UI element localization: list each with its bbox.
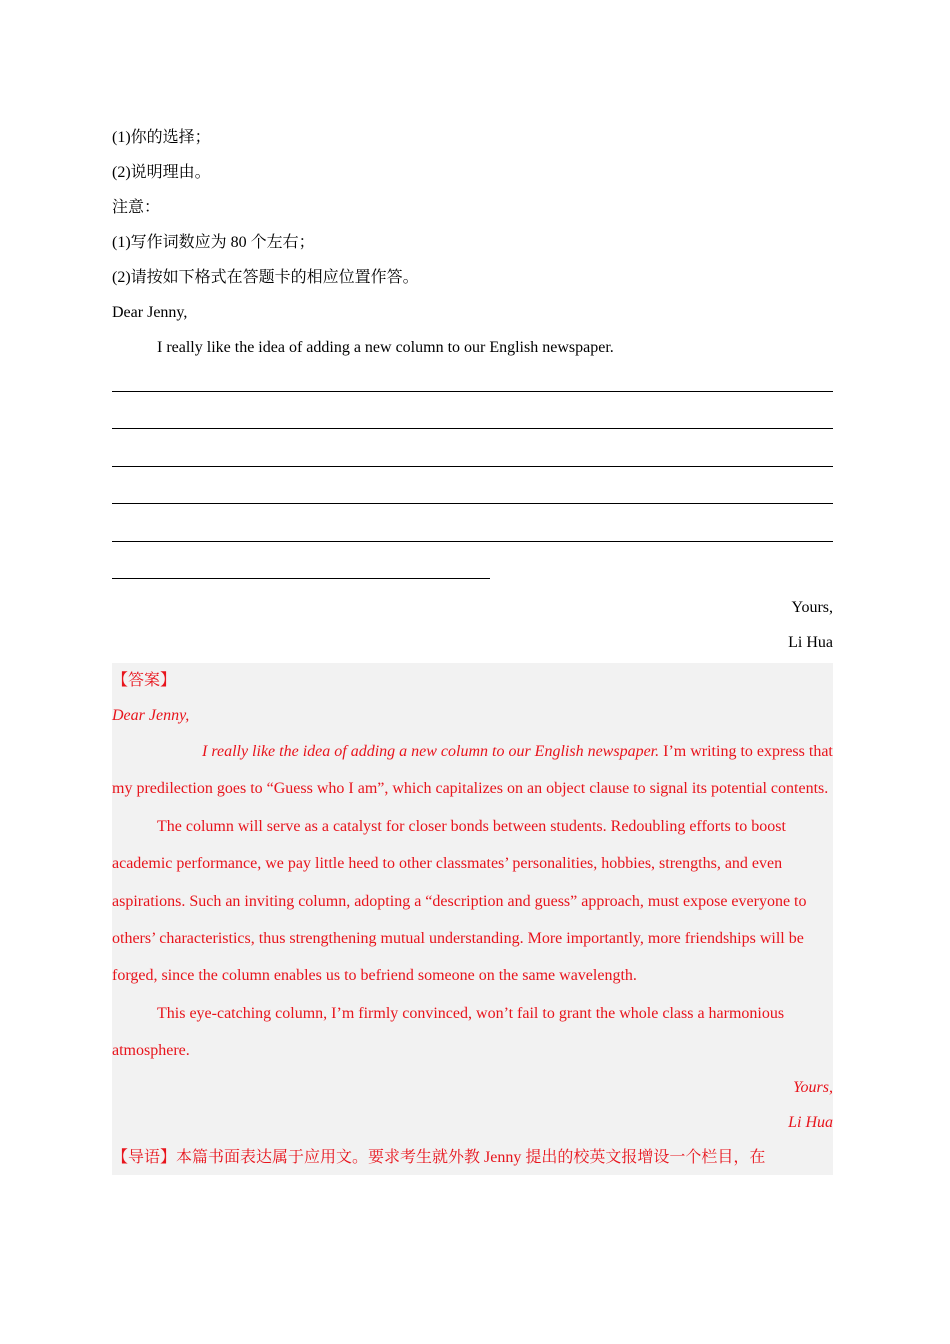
writing-line-1[interactable]	[112, 365, 833, 403]
document-page	[112, 120, 833, 1175]
answer-paragraph-2-text: The column will serve as a catalyst for closer bonds between students. Redoubling efforts to boost academic performance, we pay little heed to other classmates’ personalities, hobbies, strengths, and even aspirations. Such an inviting column, adopting a “description and guess” approach, must expose everyone to others’ characteristics, thus strengthening mutual understanding. More importantly, more friendships will be forged, since the column enables us to befriend someone on the same wavelength.	[112, 817, 807, 985]
answer-signature: Li Hua	[788, 1113, 833, 1131]
answer-label: 【答案】	[112, 672, 177, 689]
template-signature: Li Hua	[788, 634, 833, 651]
note-label: 注意：	[112, 199, 161, 216]
writing-line-3[interactable]	[112, 440, 833, 478]
answer-opening-sentence: I really like the idea of adding a new column to our English newspaper.	[202, 743, 660, 760]
guide-text: 本篇书面表达属于应用文。要求考生就外教 Jenny 提出的校英文报增设一个栏目，在	[176, 1148, 766, 1166]
answer-section	[112, 663, 833, 1175]
template-greeting: Dear Jenny,	[112, 304, 188, 321]
instruction-item-1: (1)你的选择；	[112, 129, 211, 146]
note-item-1: (1)写作词数应为 80 个左右；	[112, 234, 315, 251]
answer-greeting: Dear Jenny,	[112, 707, 190, 724]
writing-line-2[interactable]	[112, 403, 833, 441]
template-closing: Yours,	[791, 599, 833, 616]
guide-label: 【导语】	[112, 1148, 177, 1166]
writing-line-4[interactable]	[112, 478, 833, 516]
note-item-2: (2)请按如下格式在答题卡的相应位置作答。	[112, 269, 419, 286]
answer-paragraph-2	[112, 808, 833, 995]
template-opening: I really like the idea of adding a new column to our English newspaper.	[157, 339, 614, 356]
answer-paragraph-3-text: This eye-catching column, I’m firmly convinced, won’t fail to grant the whole class a harmonious atmosphere.	[112, 1004, 785, 1060]
answer-closing: Yours,	[793, 1078, 833, 1096]
answer-paragraph-1	[112, 733, 833, 808]
guide-line	[112, 1140, 833, 1175]
writing-line-5[interactable]	[112, 515, 833, 553]
answer-paragraph-1-rest: I’m writing to express that my predilection goes to “Guess who I am”, which capitalizes on an object clause to signal its potential contents.	[112, 743, 833, 798]
instruction-item-2: (2)说明理由。	[112, 164, 211, 181]
answer-paragraph-3	[112, 995, 833, 1070]
writing-line-6[interactable]	[112, 553, 833, 591]
